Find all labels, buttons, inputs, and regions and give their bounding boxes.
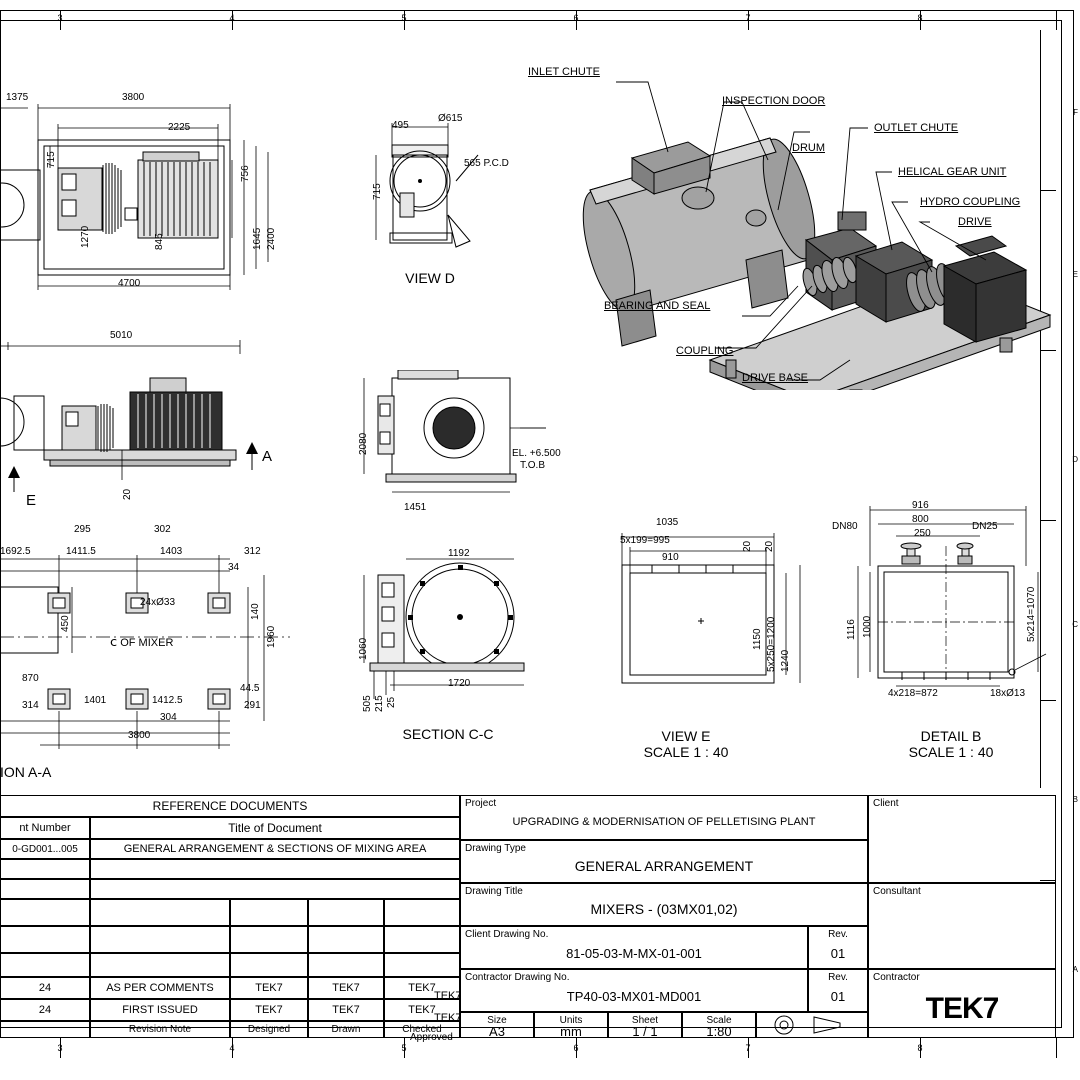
section-aa-title: ION A-A [0, 764, 52, 780]
project-value: UPGRADING & MODERNISATION OF PELLETISING PLANT [512, 816, 816, 828]
contractor-drawing-no-cell [460, 969, 808, 1012]
dim: 5x199=995 [620, 535, 670, 546]
dim: EL. +6.500 [512, 448, 561, 459]
project-cell [460, 795, 868, 840]
client-drawing-no-cell [460, 926, 808, 969]
view-e-subtitle: SCALE 1 : 40 [643, 744, 729, 760]
row-letter: B [1072, 795, 1078, 804]
dim: Ø615 [438, 113, 463, 124]
revision-col-note: Revision Note [90, 1021, 230, 1038]
reference-documents-heading: REFERENCE DOCUMENTS [0, 795, 460, 817]
dim: 215 [374, 695, 385, 712]
dim: 1240 [780, 649, 791, 672]
drawing-title-cell [460, 883, 868, 926]
column-ticks-top [0, 10, 1080, 30]
section-mark-e: E [26, 492, 37, 509]
dim: 1451 [404, 502, 427, 513]
client-rev-cell [808, 926, 868, 969]
drawing-title-label: Drawing Title [465, 886, 523, 897]
dim: 5x250=1200 [766, 616, 777, 672]
contractor-rev-value: 01 [830, 989, 846, 1004]
dim: 20 [742, 540, 753, 552]
dim: 1720 [448, 678, 471, 689]
ref-row-title [90, 859, 460, 879]
dim: 505 [362, 695, 373, 712]
row-letter: F [1073, 108, 1078, 117]
sheet-label: Sheet [631, 1015, 659, 1026]
dim: 1411.5 [66, 546, 96, 557]
blank-cell [230, 926, 308, 953]
callout-hydro-coupling: HYDRO COUPLING [920, 196, 1021, 208]
blank-cell [308, 953, 384, 977]
size-value: A3 [489, 1024, 505, 1039]
dim: 1035 [656, 517, 679, 528]
revision-col-approved: Approved [410, 1032, 453, 1043]
contractor-cell [868, 969, 1056, 1038]
scale-label: Scale [706, 1015, 732, 1026]
callout-outlet-chute: OUTLET CHUTE [874, 122, 959, 134]
revision-checked: TEK7 [384, 999, 460, 1021]
dim: 34 [228, 562, 240, 573]
dim: 25 [386, 696, 397, 708]
dim: 910 [662, 552, 679, 563]
ref-row-title: GENERAL ARRANGEMENT & SECTIONS OF MIXING AREA [90, 839, 460, 859]
callout-inspection-door: INSPECTION DOOR [722, 95, 826, 107]
scale-value: 1:80 [706, 1024, 732, 1039]
dim: 2225 [168, 122, 191, 133]
dim: 715 [372, 183, 383, 200]
ref-row-title [90, 879, 460, 899]
dim: 5010 [110, 330, 133, 341]
contractor-drawing-no-value: TP40-03-MX01-MD001 [566, 989, 702, 1004]
ref-row-number: 0-GD001...005 [0, 839, 90, 859]
revision-col-drawn: Drawn [308, 1021, 384, 1038]
blank-cell [384, 953, 460, 977]
blank-cell [308, 899, 384, 926]
dim: 1645 [252, 227, 263, 250]
dim: 1375 [6, 92, 29, 103]
callout-bearing-and-seal: BEARING AND SEAL [604, 300, 711, 312]
dim: 1403 [160, 546, 183, 557]
dim: 295 [74, 524, 91, 535]
callout-drive: DRIVE [958, 216, 992, 228]
dim: 20 [122, 488, 133, 500]
scale-cell [682, 1012, 756, 1038]
tick-label: 8 [917, 1043, 923, 1053]
revision-designed: TEK7 [230, 977, 308, 999]
blank-cell [308, 926, 384, 953]
contractor-rev-cell [808, 969, 868, 1012]
revision-approved: TEK7 [434, 990, 462, 1002]
ref-col-number: nt Number [0, 817, 90, 839]
tick-label: 8 [917, 13, 923, 23]
dim: 845 [154, 233, 165, 250]
column-ticks-bottom [0, 1038, 1080, 1058]
dim: 44.5 [240, 683, 260, 694]
sheet-value: 1 / 1 [632, 1024, 658, 1039]
client-drawing-no-label: Client Drawing No. [465, 929, 549, 940]
blank-cell [230, 953, 308, 977]
blank-cell [0, 926, 90, 953]
units-value: mm [560, 1024, 582, 1039]
dim: 756 [240, 165, 251, 182]
revision-note: AS PER COMMENTS [90, 977, 230, 999]
view-e-title: VIEW E [661, 728, 711, 744]
dim: 24xØ33 [140, 597, 176, 608]
blank-cell [384, 926, 460, 953]
client-rev-label: Rev. [828, 929, 848, 940]
dim: 1150 [752, 628, 763, 650]
revision-designed: TEK7 [230, 999, 308, 1021]
dim: 250 [914, 528, 931, 539]
dim: T.O.B [520, 460, 546, 471]
dim: 1060 [358, 637, 369, 660]
tick-label: 3 [57, 13, 63, 23]
revision-col-checked: Checked [384, 1021, 460, 1038]
blank-cell [230, 899, 308, 926]
contractor-drawing-no-label: Contractor Drawing No. [465, 972, 570, 983]
title-block [0, 795, 1056, 1038]
dim: 312 [244, 546, 261, 557]
centreline-label: ⅽ OF MIXER [110, 634, 174, 649]
revision-blank-header [0, 1021, 90, 1038]
client-cell [868, 795, 1056, 883]
ref-row-number [0, 879, 90, 899]
blank-cell [90, 953, 230, 977]
dim: 314 [22, 700, 39, 711]
dim: 3800 [122, 92, 145, 103]
revision-drawn: TEK7 [308, 977, 384, 999]
revision-drawn: TEK7 [308, 999, 384, 1021]
callout-drum: DRUM [792, 142, 825, 154]
revision-approved: TEK7 [434, 1012, 462, 1024]
dim: 304 [160, 712, 177, 723]
drawing-type-label: Drawing Type [465, 843, 526, 854]
dim: 302 [154, 524, 171, 535]
dim: 1270 [80, 225, 91, 248]
dim: 1401 [84, 695, 107, 706]
dim: 140 [250, 603, 261, 620]
dim: 916 [912, 500, 929, 511]
revision-col-designed: Designed [230, 1021, 308, 1038]
dim: 450 [60, 615, 71, 632]
client-rev-value: 01 [830, 946, 846, 961]
tick-label: 6 [573, 1043, 579, 1053]
consultant-label: Consultant [873, 886, 921, 897]
dim: 2400 [266, 227, 277, 250]
size-cell [460, 1012, 534, 1038]
contractor-rev-label: Rev. [828, 972, 848, 983]
drawing-type-cell [460, 840, 868, 883]
dim: DN25 [972, 521, 998, 532]
row-letter: C [1072, 620, 1078, 629]
blank-cell [90, 899, 230, 926]
client-drawing-no-value: 81-05-03-M-MX-01-001 [566, 946, 702, 961]
callout-helical-gear-unit: HELICAL GEAR UNIT [898, 166, 1007, 178]
tick-label: 7 [745, 13, 751, 23]
row-letter: D [1072, 455, 1078, 464]
dim: 2080 [358, 432, 369, 455]
detail-b-title: DETAIL B [920, 728, 982, 744]
consultant-cell [868, 883, 1056, 969]
dim: 800 [912, 514, 929, 525]
section-mark-a: A [262, 448, 273, 465]
dim: 20 [764, 540, 775, 552]
revision-date: 24 [0, 999, 90, 1021]
dim: 495 [392, 120, 409, 131]
blank-cell [90, 926, 230, 953]
units-cell [534, 1012, 608, 1038]
dim: 4x218=872 [888, 688, 938, 699]
dim: 1960 [266, 625, 277, 648]
dim: 1412.5 [152, 695, 183, 706]
dim: 1116 [846, 619, 857, 640]
centreline-text: OF MIXER [120, 637, 174, 649]
project-label: Project [465, 798, 497, 809]
dim: 1192 [448, 548, 470, 559]
tick-label: 7 [745, 1043, 751, 1053]
revision-note: FIRST ISSUED [90, 999, 230, 1021]
detail-b-subtitle: SCALE 1 : 40 [908, 744, 994, 760]
tick-label: 5 [401, 1043, 407, 1053]
dim: 1692.5 [0, 546, 31, 557]
dim: 565 P.C.D [464, 158, 509, 169]
units-label: Units [559, 1015, 583, 1026]
tick-label: 5 [401, 13, 407, 23]
dim: 5x214=1070 [1026, 586, 1037, 642]
contractor-label: Contractor [873, 972, 920, 983]
revision-checked: TEK7 [384, 977, 460, 999]
dim: 4700 [118, 278, 141, 289]
ref-row-number [0, 859, 90, 879]
dim: 870 [22, 673, 39, 684]
row-letter: A [1072, 965, 1078, 974]
view-d-title: VIEW D [405, 270, 455, 286]
blank-cell [0, 953, 90, 977]
revision-date: 24 [0, 977, 90, 999]
projection-symbol-cell [756, 1012, 868, 1038]
section-cc-title: SECTION C-C [402, 726, 494, 742]
dim: 18xØ13 [990, 688, 1026, 699]
first-angle-projection-icon [764, 1015, 860, 1035]
tick-label: 4 [229, 13, 235, 23]
tick-label: 6 [573, 13, 579, 23]
client-label: Client [873, 798, 899, 809]
dim: 1000 [862, 615, 873, 638]
contractor-logo: TEK7 [925, 992, 999, 1025]
sheet-cell [608, 1012, 682, 1038]
size-label: Size [487, 1015, 507, 1026]
callout-inlet-chute: INLET CHUTE [528, 66, 600, 78]
row-letter: E [1072, 270, 1078, 279]
dim: 715 [46, 151, 57, 168]
callout-coupling: COUPLING [676, 345, 734, 357]
dim: 3800 [128, 730, 151, 741]
ref-col-title: Title of Document [90, 817, 460, 839]
dim: DN80 [832, 521, 858, 532]
dim: 291 [244, 700, 261, 711]
callout-drive-base: DRIVE BASE [742, 372, 809, 384]
drawing-type-value: GENERAL ARRANGEMENT [574, 858, 754, 874]
blank-cell [384, 899, 460, 926]
tick-label: 4 [229, 1043, 235, 1053]
blank-cell [0, 899, 90, 926]
tick-label: 3 [57, 1043, 63, 1053]
drawing-title-value: MIXERS - (03MX01,02) [590, 901, 738, 917]
